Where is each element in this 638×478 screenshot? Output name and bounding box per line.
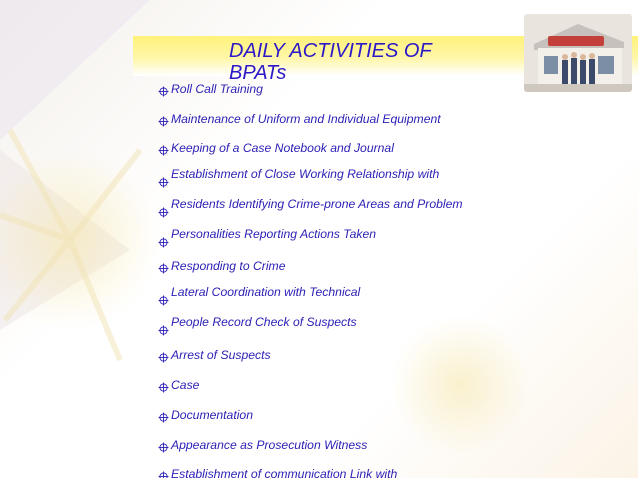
activity-item: Lateral Coordination with Technical [171, 285, 361, 299]
circle-plus-icon [158, 352, 169, 363]
circle-plus-icon [158, 382, 169, 393]
circle-plus-icon [158, 295, 169, 306]
activity-item: Documentation [171, 408, 253, 422]
police-station-photo-icon [524, 14, 632, 92]
activity-item: Roll Call Training [171, 82, 263, 96]
activity-item: Establishment of Close Working Relationship with [171, 167, 440, 181]
circle-plus-icon [158, 145, 169, 156]
activity-item: Residents Identifying Crime-prone Areas and Problem [171, 197, 463, 211]
circle-plus-icon [158, 86, 169, 97]
police-station-photo [524, 14, 632, 92]
activity-item: Keeping of a Case Notebook and Journal [171, 141, 394, 155]
circle-plus-icon [158, 116, 169, 127]
activity-item: People Record Check of Suspects [171, 315, 357, 329]
slide-title: DAILY ACTIVITIES OF BPATs [229, 40, 432, 84]
activity-item: Arrest of Suspects [171, 348, 271, 362]
circle-plus-icon [158, 412, 169, 423]
activity-item: Case [171, 378, 200, 392]
circle-plus-icon [158, 177, 169, 188]
circle-plus-icon [158, 207, 169, 218]
circle-plus-icon [158, 442, 169, 453]
activity-item: Establishment of communication Link with [171, 467, 398, 478]
circle-plus-icon [158, 325, 169, 336]
activity-item: Maintenance of Uniform and Individual Equipment [171, 112, 441, 126]
circle-plus-icon [158, 471, 169, 478]
circle-plus-icon [158, 263, 169, 274]
activity-item: Personalities Reporting Actions Taken [171, 227, 377, 241]
circle-plus-icon [158, 237, 169, 248]
activity-item: Appearance as Prosecution Witness [171, 438, 368, 452]
activity-item: Responding to Crime [171, 259, 286, 273]
